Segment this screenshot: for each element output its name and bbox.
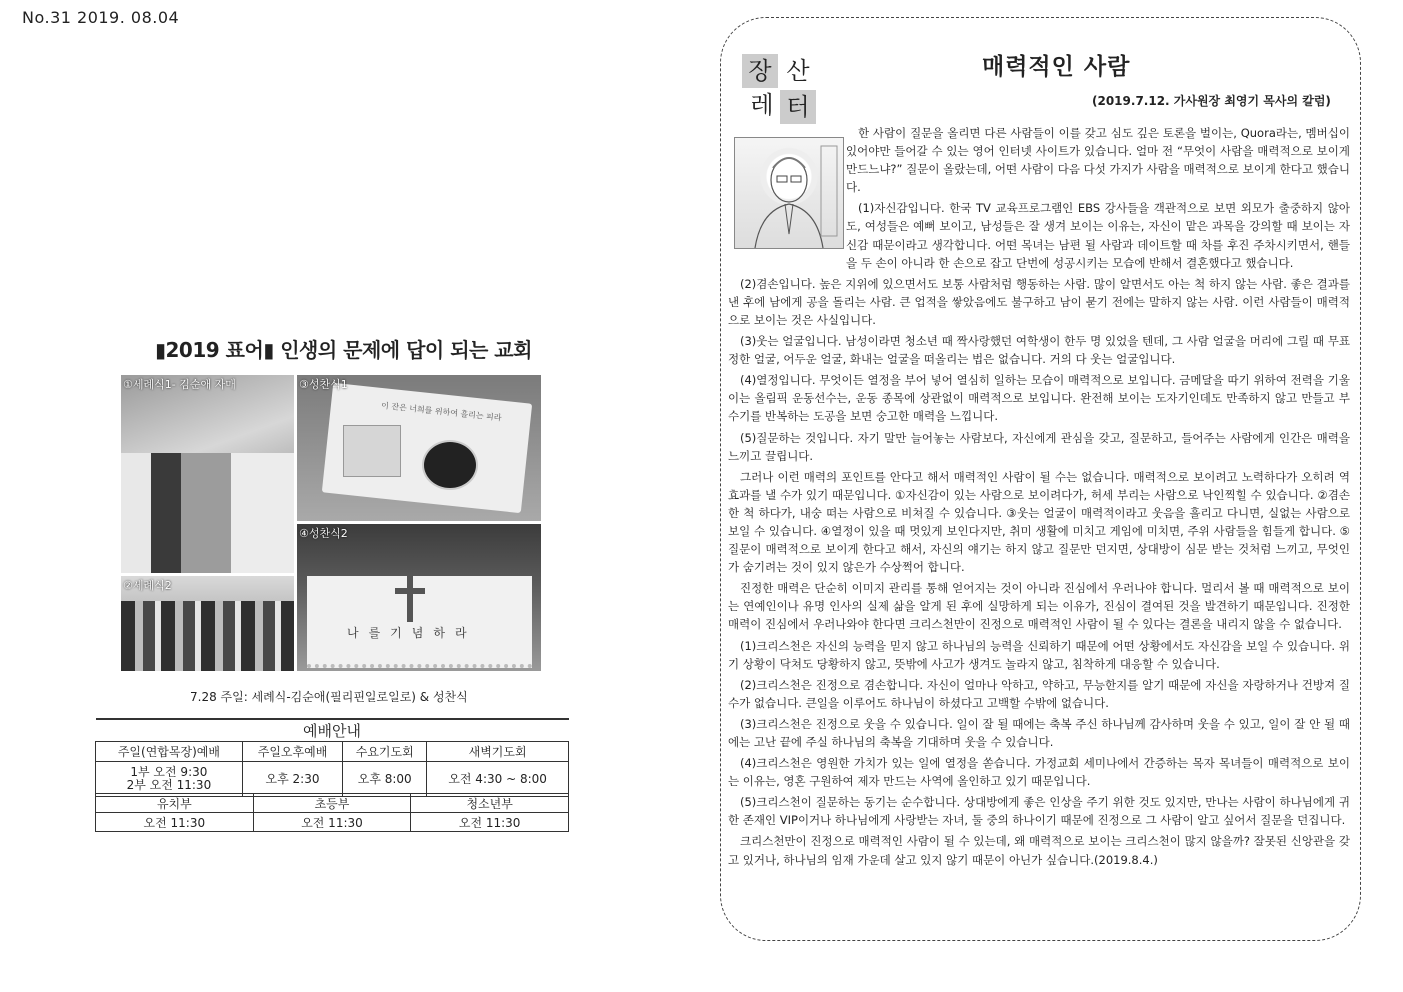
paragraph: (1)크리스천은 자신의 능력을 믿지 않고 하나님의 능력을 신뢰하기 때문에 어떤 상황에서도 자신감을 보일 수 있습니다. 위기 상황이 닥쳐도 당황하지 않고, 뜻밖에 사고가 생겨도 놀라지 않고, 침착하게 대응할 수 있습니다. bbox=[728, 638, 1350, 671]
kindergarten-time: 오전 11:30 bbox=[96, 813, 254, 832]
photo-collage bbox=[121, 375, 541, 671]
baptism-photo-1 bbox=[121, 375, 294, 573]
communion-card: 이 잔은 너희를 위하여 흘리는 피라 bbox=[322, 383, 532, 513]
photo-label: ②세례식2 bbox=[123, 579, 172, 592]
photo-label: ④성찬식2 bbox=[299, 527, 348, 540]
header-wednesday: 수요기도회 bbox=[343, 742, 427, 762]
issue-number: No.31 2019. 08.04 bbox=[22, 8, 180, 27]
afternoon-time: 오후 2:30 bbox=[242, 762, 342, 797]
paragraph: 한 사람이 질문을 올리면 다른 사람들이 이를 갖고 심도 깊은 토론을 벌이는, Quora라는, 멤버십이 있어야만 들어갈 수 있는 영어 인터넷 사이트가 있습니다. 얼마 전 “무엇이 사람을 매력적으로 보이게 만드느냐?” 질문이 올랐는데, 어떤 사람이 다음 다섯 가지가 사람을 매력적으로 보이게 한다고 했습니다. bbox=[846, 126, 1350, 195]
baptism-photo-2 bbox=[121, 576, 294, 671]
paragraph: (5)크리스천이 질문하는 동기는 순수합니다. 상대방에게 좋은 인상을 주기 위한 것도 있지만, 만나는 사람이 하나님에게 귀한 존재인 VIP이거나 하나님에게 사랑받는 자녀, 둘 중의 하나이기 때문에 진정으로 그 사람이 알고 싶어서 질문을 던집니다. bbox=[728, 795, 1350, 828]
portrait-sketch-icon bbox=[735, 138, 843, 248]
worship-title: 예배안내 bbox=[96, 719, 569, 742]
paragraph: (1)자신감입니다. 한국 TV 교육프로그램인 EBS 강사들을 객관적으로 보면 외모가 출중하지 않아도, 여성들은 예뻐 보이고, 남성들은 잘 생겨 보이는 이유는, 자신이 맡은 과목을 강의할 때 보이는 자신감 때문이라고 생각합니다. 어떤 목녀는 남편 될 사람과 데이트할 때 차를 후진 주차시키면서, 핸들을 두 손이 아니라 한 손으로 잡고 단번에 성공시키는 모습에 반해서 결혼했다고 했습니다. bbox=[846, 201, 1350, 270]
church-motto: ▮2019 표어▮ 인생의 문제에 답이 되는 교회 bbox=[155, 338, 532, 362]
dawn-time: 오전 4:30 ~ 8:00 bbox=[427, 762, 569, 797]
header-youth: 청소년부 bbox=[411, 794, 569, 813]
header-sunday-afternoon: 주일오후예배 bbox=[242, 742, 342, 762]
bread bbox=[343, 425, 401, 477]
communion-photo-2 bbox=[297, 524, 541, 671]
youth-time: 오전 11:30 bbox=[411, 813, 569, 832]
photo-label: ①세례식1- 김순애 자매 bbox=[123, 378, 236, 391]
elementary-time: 오전 11:30 bbox=[253, 813, 411, 832]
photo-caption: 7.28 주일: 세례식-김순애(필리핀일로일로) & 성찬식 bbox=[190, 690, 468, 704]
school-schedule-table bbox=[95, 793, 569, 832]
sunday-times: 1부 오전 9:30 2부 오전 11:30 bbox=[96, 762, 243, 797]
column-title: 매력적인 사람 bbox=[982, 54, 1131, 80]
paragraph: (2)크리스천은 진정으로 겸손합니다. 자신이 얼마나 악하고, 약하고, 무능한지를 알기 때문에 자신을 자랑하거나 건방져 질 수가 없습니다. 큰일을 이루어도 하나님이 하셨다고 고백할 수밖에 없습니다. bbox=[728, 677, 1350, 710]
author-portrait bbox=[734, 137, 844, 249]
column-author: (2019.7.12. 가사원장 최영기 목사의 칼럼) bbox=[1092, 94, 1331, 108]
paragraph: 진정한 매력은 단순히 이미지 관리를 통해 얻어지는 것이 아니라 진심에서 우러나야 합니다. 멀리서 볼 때 매력적으로 보이는 연예인이나 유명 인사의 실제 삶을 알게 된 후에 실망하게 되는 이유가, 진심이 결여된 것을 발견하기 때문입니다. 진정한 매력이 진심에서 우러나와야 한다면 크리스천만이 진정으로 매력적인 사람이 될 수 있다는 결론을 내리지 않을 수 없습니다. bbox=[728, 581, 1350, 632]
cross-icon bbox=[407, 576, 413, 622]
header-dawn: 새벽기도회 bbox=[427, 742, 569, 762]
photo-label: ③성찬식1 bbox=[299, 378, 348, 391]
paragraph: 그러나 이런 매력의 포인트를 안다고 해서 매력적인 사람이 될 수는 없습니다. 매력적으로 보이려고 노력하다가 오히려 역효과를 낼 수가 있기 때문입니다. ①자신감이 있는 사람으로 보이려다가, 허세 부리는 사람으로 낙인찍힐 수 있습니다. ②겸손한 척 하다가, 내숭 떠는 사람으로 비쳐질 수 있습니다. ③웃는 얼굴이 매력적이라고 웃음을 흘리고 다니면, 실없는 사람으로 보일 수 있습니다. ④열정이 있을 때 멋있게 보인다지만, 취미 생활에 미치고 게임에 미치면, 주위 사람들을 힘들게 합니다. ⑤질문이 매력적으로 보이게 한다고 해서, 자신의 얘기는 하지 않고 질문만 던지면, 상대방이 심문 받는 것처럼 느끼고, 무엇인가 숨기려는 것이 있지 않은가 수상쩍어 합니다. bbox=[728, 469, 1350, 575]
paragraph: (3)웃는 얼굴입니다. 남성이라면 청소년 때 짝사랑했던 여학생이 한두 명 있었을 텐데, 그 사람 얼굴을 머리에 그릴 때 무표정한 얼굴, 어두운 얼굴, 화내는 얼굴을 떠올리는 법은 없습니다. 거의 다 웃는 얼굴입니다. bbox=[728, 334, 1350, 367]
paragraph: (2)겸손입니다. 높은 지위에 있으면서도 보통 사람처럼 행동하는 사람. 많이 알면서도 아는 척 하지 않는 사람. 좋은 결과를 낸 후에 남에게 공을 돌리는 사람. 큰 업적을 쌓았음에도 불구하고 남이 묻기 전에는 말하지 않는 사람. 이런 사람들이 매력적으로 보이는 것은 사실입니다. bbox=[728, 276, 1350, 327]
header-elementary: 초등부 bbox=[253, 794, 411, 813]
worship-schedule-table bbox=[95, 718, 569, 797]
header-sunday: 주일(연합목장)예배 bbox=[96, 742, 243, 762]
paragraph: (4)크리스천은 영원한 가치가 있는 일에 열정을 쏟습니다. 가정교회 세미나에서 간증하는 목자 목녀들이 매력적으로 보이는 이유는, 영혼 구원하여 제자 만드는 사역에 올인하고 있기 때문입니다. bbox=[728, 756, 1350, 789]
header-kindergarten: 유치부 bbox=[96, 794, 254, 813]
wednesday-time: 오후 8:00 bbox=[343, 762, 427, 797]
paragraph: (4)열정입니다. 무엇이든 열정을 부어 넣어 열심히 일하는 모습이 매력적으로 보입니다. 금메달을 따기 위하여 전력을 기울이는 올림픽 운동선수는, 운동 종목에 상관없이 매력적으로 보입니다. 완전해 보이는 도자기인데도 만족하지 않고 만들고 부수기를 반복하는 도공을 보면 숭고한 매력을 느낍니다. bbox=[728, 373, 1350, 424]
communion-cloth: 나를기념하라 bbox=[307, 576, 532, 668]
paragraph: 크리스천만이 진정으로 매력적인 사람이 될 수 있는데, 왜 매력적으로 보이는 크리스천이 많지 않을까? 잘못된 신앙관을 갖고 있거나, 하나님의 임재 가운데 살고 있지 않기 때문이 아닌가 싶습니다.(2019.8.4.) bbox=[728, 834, 1350, 867]
column-logo: 장 산 레 터 bbox=[742, 54, 824, 126]
wine-cup bbox=[422, 440, 478, 490]
communion-photo-1 bbox=[297, 375, 541, 521]
paragraph: (3)크리스천은 진정으로 웃을 수 있습니다. 일이 잘 될 때에는 축복 주신 하나님께 감사하며 웃을 수 있고, 일이 잘 안 될 때에는 고난 끝에 주실 하나님의 축복을 기대하며 웃을 수 있습니다. bbox=[728, 716, 1350, 749]
paragraph: (5)질문하는 것입니다. 자기 말만 늘어놓는 사람보다, 자신에게 관심을 갖고, 질문하고, 들어주는 사람에게 인간은 매력을 느끼고 끌립니다. bbox=[728, 430, 1350, 463]
